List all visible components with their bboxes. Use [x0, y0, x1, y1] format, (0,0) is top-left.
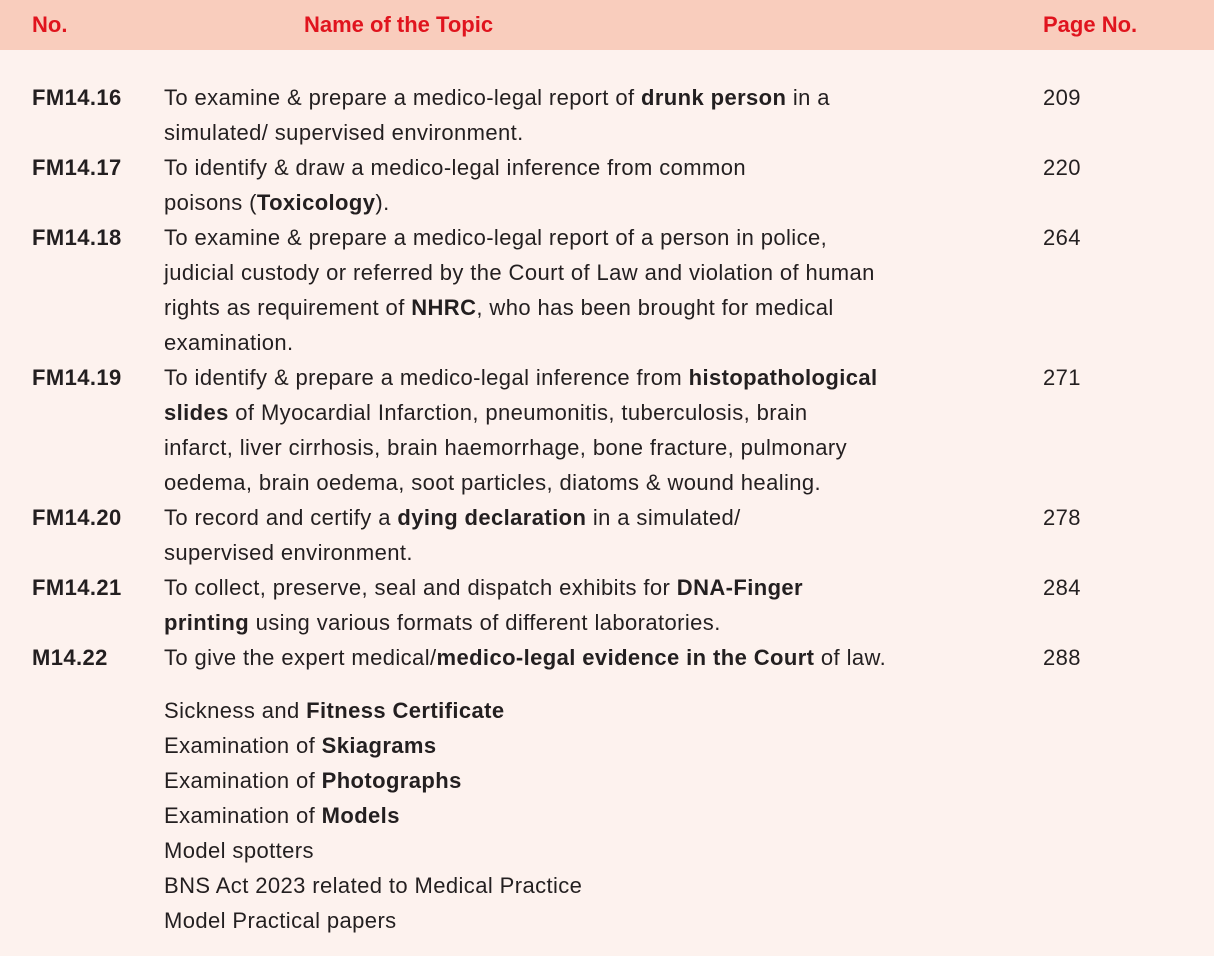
- extra-topic-item: [164, 693, 1214, 728]
- page-number: 264: [1043, 225, 1081, 250]
- topic-text: using various formats of different laboratories.: [249, 610, 721, 635]
- topic-text: ).: [375, 190, 390, 215]
- topic-text: examination.: [164, 330, 294, 355]
- extra-topic-item: [164, 903, 1214, 938]
- topic-line: [164, 325, 1214, 360]
- page-number: 278: [1043, 505, 1081, 530]
- competency-code: FM14.20: [32, 505, 122, 530]
- page-number: 220: [1043, 155, 1081, 180]
- topic-text: To identify & draw a medico-legal inference from common: [164, 155, 747, 180]
- topic-keyword: histopathological: [688, 365, 878, 390]
- topic-text: Examination of: [164, 733, 322, 758]
- topic-keyword: Photographs: [321, 768, 462, 793]
- topic-text: Model Practical papers: [164, 908, 397, 933]
- topic-text: of law.: [814, 645, 887, 670]
- topic-text: poisons (: [164, 190, 257, 215]
- topic-line: [164, 465, 1214, 500]
- toc-row[interactable]: [0, 570, 1214, 640]
- topic-text: To collect, preserve, seal and dispatch exhibits for: [164, 575, 677, 600]
- extra-topic-item: [164, 763, 1214, 798]
- contents-table: [0, 80, 1214, 938]
- topic-text: To record and certify a: [164, 505, 398, 530]
- topic-text: To identify & prepare a medico-legal inference from: [164, 365, 689, 390]
- topic-line: [164, 430, 1214, 465]
- topic-text: rights as requirement of: [164, 295, 412, 320]
- topic-text: Examination of: [164, 768, 322, 793]
- header-no: No.: [32, 12, 68, 37]
- topic-line: [164, 535, 1214, 570]
- topic-text: To examine & prepare a medico-legal report of a person in police,: [164, 225, 828, 250]
- topic-text: Model spotters: [164, 838, 314, 863]
- topic-keyword: slides: [164, 400, 229, 425]
- topic-text: in a simulated/: [586, 505, 741, 530]
- topic-line: [164, 605, 1214, 640]
- toc-row[interactable]: [0, 360, 1214, 500]
- competency-code: FM14.18: [32, 225, 122, 250]
- topic-keyword: Toxicology: [256, 190, 376, 215]
- topic-keyword: medico-legal evidence in the Court: [436, 645, 815, 670]
- page-number: 209: [1043, 85, 1081, 110]
- topic-keyword: Skiagrams: [321, 733, 437, 758]
- topic-keyword: DNA-Finger: [676, 575, 804, 600]
- topic-keyword: dying declaration: [397, 505, 587, 530]
- topic-line: [164, 185, 1214, 220]
- topic-text: Examination of: [164, 803, 322, 828]
- toc-row[interactable]: [0, 640, 1214, 675]
- topic-line: [164, 255, 1214, 290]
- header-page: Page No.: [1043, 12, 1138, 37]
- toc-row[interactable]: [0, 220, 1214, 360]
- competency-code: FM14.21: [32, 575, 122, 600]
- header-topic: Name of the Topic: [304, 12, 494, 37]
- competency-code: FM14.19: [32, 365, 122, 390]
- extra-topic-item: [164, 798, 1214, 833]
- toc-row[interactable]: [0, 80, 1214, 150]
- topic-text: oedema, brain oedema, soot particles, diatoms & wound healing.: [164, 470, 822, 495]
- page-number: 284: [1043, 575, 1081, 600]
- topic-keyword: NHRC: [411, 295, 477, 320]
- topic-text: simulated/ supervised environment.: [164, 120, 524, 145]
- topic-text: in a: [786, 85, 830, 110]
- topic-text: To give the expert medical/: [164, 645, 437, 670]
- topic-text: infarct, liver cirrhosis, brain haemorrhage, bone fracture, pulmonary: [164, 435, 848, 460]
- page-number: 288: [1043, 645, 1081, 670]
- extra-topic-item: [164, 833, 1214, 868]
- topic-text: BNS Act 2023 related to Medical Practice: [164, 873, 583, 898]
- topic-text: of Myocardial Infarction, pneumonitis, tuberculosis, brain: [228, 400, 808, 425]
- topic-text: To examine & prepare a medico-legal report of: [164, 85, 641, 110]
- topic-text: Sickness and: [164, 698, 307, 723]
- table-header: [0, 0, 1214, 50]
- extra-topic-item: [164, 728, 1214, 763]
- page-number: 271: [1043, 365, 1081, 390]
- competency-code: FM14.16: [32, 85, 122, 110]
- competency-code: FM14.17: [32, 155, 122, 180]
- topic-keyword: printing: [164, 610, 250, 635]
- topic-keyword: Models: [321, 803, 400, 828]
- topic-text: supervised environment.: [164, 540, 413, 565]
- topic-line: [164, 290, 1214, 325]
- extra-topic-item: [164, 868, 1214, 903]
- toc-row[interactable]: [0, 500, 1214, 570]
- competency-code: M14.22: [32, 645, 108, 670]
- topic-text: judicial custody or referred by the Court of Law and violation of human: [164, 260, 875, 285]
- topic-text: , who has been brought for medical: [476, 295, 834, 320]
- topic-line: [164, 395, 1214, 430]
- topic-keyword: drunk person: [640, 85, 787, 110]
- topic-keyword: Fitness Certificate: [306, 698, 505, 723]
- toc-row[interactable]: [0, 150, 1214, 220]
- extra-topics-list: [0, 693, 1214, 938]
- topic-line: [164, 115, 1214, 150]
